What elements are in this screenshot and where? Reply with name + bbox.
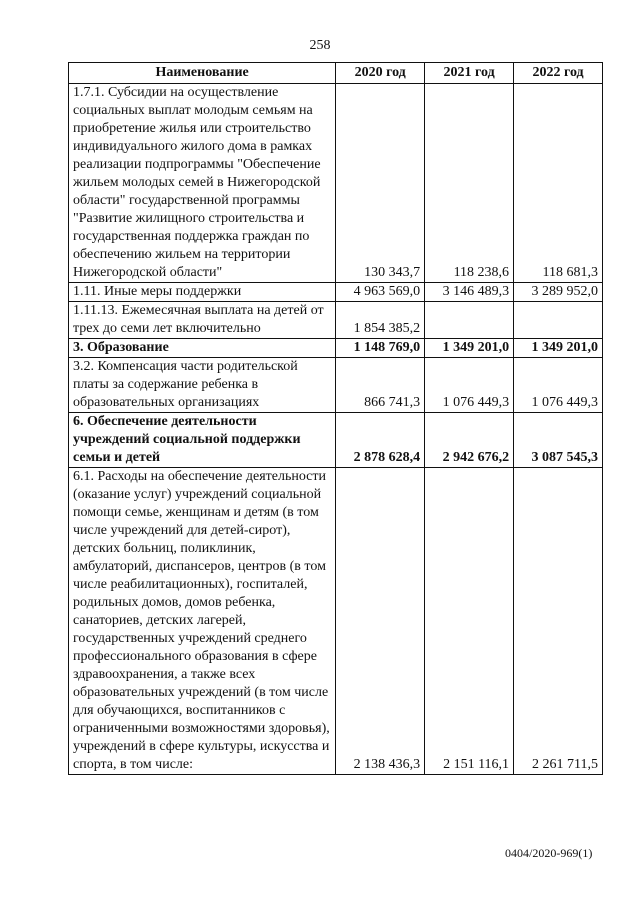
table-row [69, 302, 603, 339]
row-value-2021: 118 238,6 [425, 84, 514, 283]
row-value-2021: 2 151 116,1 [425, 468, 514, 775]
row-value-2022: 3 289 952,0 [514, 283, 603, 302]
row-value-2020: 1 148 769,0 [336, 339, 425, 358]
row-value-2020: 866 741,3 [336, 358, 425, 413]
table-row [69, 339, 603, 358]
row-name: 1.11. Иные меры поддержки [69, 283, 336, 302]
row-value-2022: 2 261 711,5 [514, 468, 603, 775]
row-value-2021 [425, 302, 514, 339]
table-header-row [69, 63, 603, 84]
table-row [69, 84, 603, 283]
table-row [69, 358, 603, 413]
row-value-2021: 1 349 201,0 [425, 339, 514, 358]
row-name: 1.7.1. Субсидии на осуществление социальных выплат молодым семьям на приобретение жилья или строительство индивидуального жилого дома в рамках реализации подпрограммы "Обеспечение жильем молодых семей в Нижегородской области" государственной программы "Развитие жилищного строительства и государственная поддержка граждан по обеспечению жильем на территории Нижегородской области" [69, 84, 336, 283]
header-2021: 2021 год [425, 63, 514, 84]
row-value-2020: 130 343,7 [336, 84, 425, 283]
row-value-2020: 1 854 385,2 [336, 302, 425, 339]
table-row [69, 413, 603, 468]
table-row [69, 468, 603, 775]
row-name: 6.1. Расходы на обеспечение деятельности (оказание услуг) учреждений социальной помощи семье, женщинам и детям (в том числе учреждений для детей-сирот), детских больниц, поликлиник, амбулаторий, диспансеров, центров (в том числе реабилитационных), госпиталей, родильных домов, домов ребенка, санаториев, детских лагерей, государственных учреждений среднего профессионального образования в сфере здравоохранения, а также всех образовательных учреждений (в том числе для обучающихся, воспитанников с ограниченными возможностями здоровья), учреждений в сфере культуры, искусства и спорта, в том числе: [69, 468, 336, 775]
document-code: 0404/2020-969(1) [505, 846, 593, 860]
header-name: Наименование [69, 63, 336, 84]
row-value-2021: 1 076 449,3 [425, 358, 514, 413]
row-value-2022: 1 076 449,3 [514, 358, 603, 413]
row-name: 3. Образование [69, 339, 336, 358]
page-number: 258 [309, 38, 331, 53]
header-2020: 2020 год [336, 63, 425, 84]
row-name: 6. Обеспечение деятельности учреждений социальной поддержки семьи и детей [69, 413, 336, 468]
header-2022: 2022 год [514, 63, 603, 84]
row-value-2020: 2 878 628,4 [336, 413, 425, 468]
row-value-2022 [514, 302, 603, 339]
row-value-2021: 3 146 489,3 [425, 283, 514, 302]
budget-table [68, 62, 603, 775]
row-name: 3.2. Компенсация части родительской платы за содержание ребенка в образовательных организациях [69, 358, 336, 413]
row-value-2020: 4 963 569,0 [336, 283, 425, 302]
row-value-2022: 1 349 201,0 [514, 339, 603, 358]
row-value-2022: 3 087 545,3 [514, 413, 603, 468]
table-row [69, 283, 603, 302]
row-value-2020: 2 138 436,3 [336, 468, 425, 775]
row-name: 1.11.13. Ежемесячная выплата на детей от трех до семи лет включительно [69, 302, 336, 339]
row-value-2021: 2 942 676,2 [425, 413, 514, 468]
row-value-2022: 118 681,3 [514, 84, 603, 283]
